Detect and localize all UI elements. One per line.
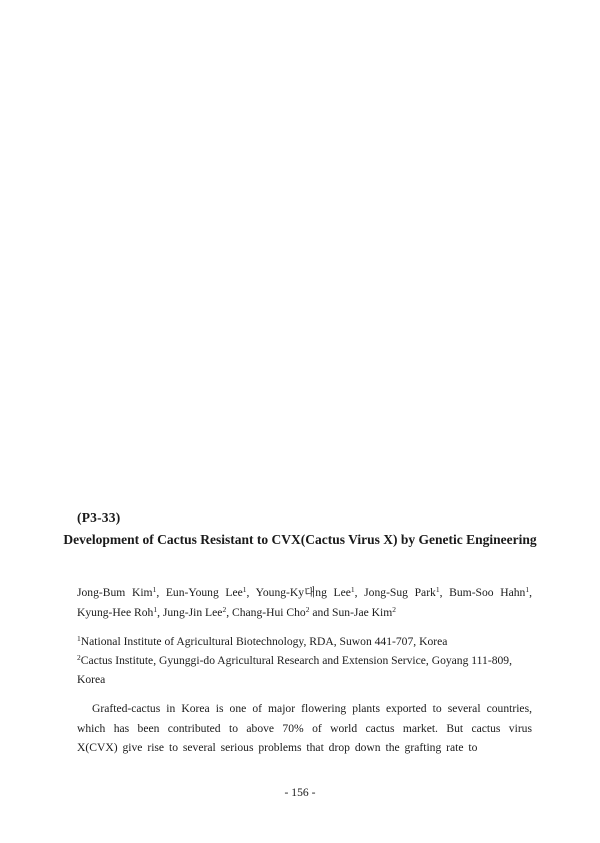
author-name: Eun-Young Lee [165, 586, 243, 599]
author-name: Kyung-Hee Roh [77, 606, 154, 619]
affiliation-number: 1 [77, 634, 81, 643]
author [166, 586, 247, 599]
author-name: Jong-Sug Park [364, 586, 436, 599]
author-separator: , [156, 586, 166, 599]
affiliation-text: Cactus Institute, Gyunggi-do Agricultural Research and Extension Service, Goyang 111-809, Korea [77, 654, 512, 686]
affiliation-marker: 1 [152, 585, 157, 594]
affiliation-marker: 2 [222, 605, 227, 614]
author-separator: , [246, 586, 256, 599]
author-separator: , [354, 586, 365, 599]
author-separator: , [439, 586, 450, 599]
author [163, 606, 226, 619]
author [332, 606, 396, 619]
abstract-paragraph: Grafted-cactus in Korea is one of major flowering plants exported to several countries, which has been contributed to above 70% of world cactus market. But cactus virus X(CVX) give rise to several serious problems that drop down the grafting rate to [77, 702, 532, 754]
affiliation-marker: 2 [305, 605, 310, 614]
affiliation-text: National Institute of Agricultural Biotechnology, RDA, Suwon 441-707, Korea [80, 635, 448, 648]
author [364, 586, 439, 599]
author [256, 586, 355, 599]
affiliation-number: 2 [77, 653, 81, 662]
page-number: - 156 - [284, 786, 316, 799]
affiliation [77, 651, 532, 689]
author-list [77, 583, 532, 623]
author-separator: and [309, 606, 333, 619]
author-name: Young-Ky대ng Lee [255, 586, 351, 599]
affiliation-marker: 1 [435, 585, 440, 594]
affiliation-marker: 1 [350, 585, 355, 594]
author-name: Jung-Jin Lee [162, 606, 223, 619]
affiliation-marker: 1 [525, 585, 530, 594]
author-name: Bum-Soo Hahn [449, 586, 526, 599]
author-name: Jong-Bum Kim [77, 586, 153, 599]
paper-title: Development of Cactus Resistant to CVX(Cactus Virus X) by Genetic Engineering [63, 532, 537, 547]
author [449, 586, 529, 599]
affiliation-marker: 1 [153, 605, 158, 614]
poster-code: (P3-33) [77, 510, 121, 525]
author [232, 606, 310, 619]
affiliation-marker: 1 [242, 585, 247, 594]
author [77, 586, 156, 599]
author-name: Sun-Jae Kim [332, 606, 393, 619]
author [77, 606, 157, 619]
affiliation [77, 632, 532, 651]
author-separator: , [529, 586, 532, 599]
author-separator: , [226, 606, 232, 619]
author-separator: , [157, 606, 163, 619]
affiliation-marker: 2 [392, 605, 396, 614]
author-name: Chang-Hui Cho [231, 606, 306, 619]
